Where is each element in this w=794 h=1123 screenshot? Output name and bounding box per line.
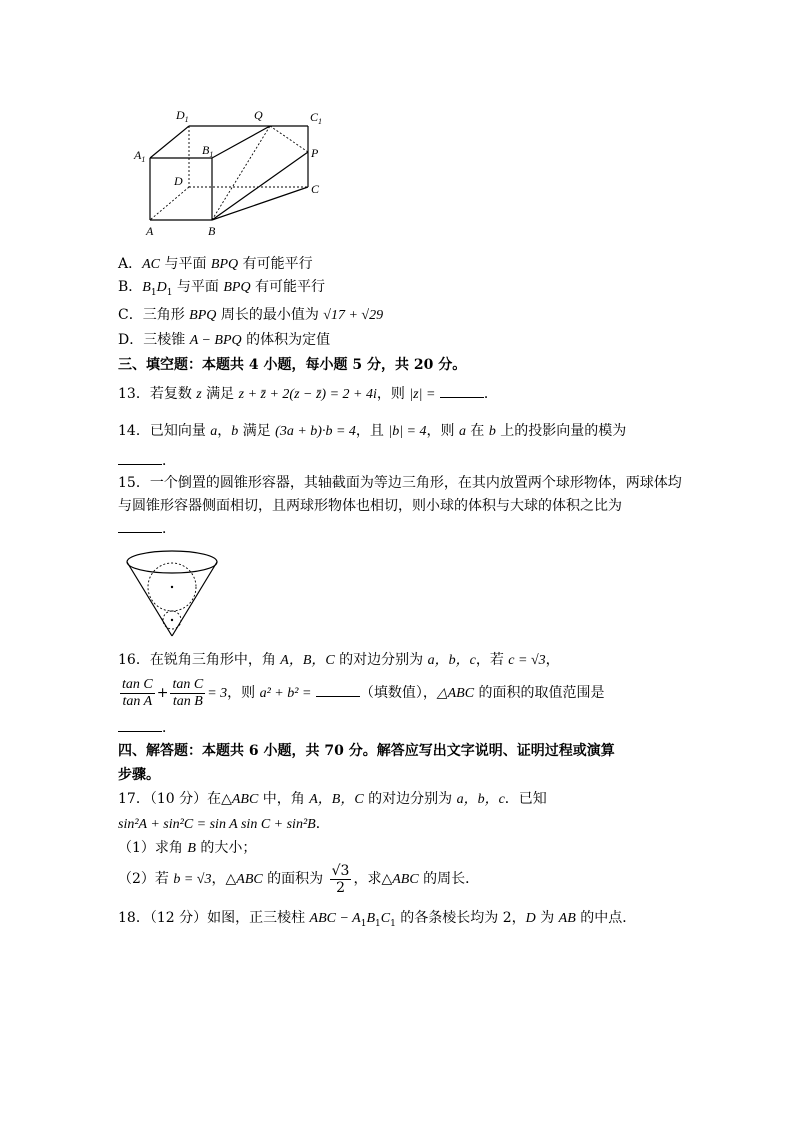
option-b: B．$B_1D_1$ 与平面 BPQ 有可能平行 xyxy=(118,279,326,298)
question-14: 14．已知向量 a，b 满足 (3a + b)·b = 4，且 |b| = 4，则 a 在 b 上的投影向量的模为 xyxy=(118,423,627,439)
label-d: D xyxy=(174,174,183,188)
question-16-blank: ． xyxy=(118,718,176,738)
label-q: Q xyxy=(254,108,263,122)
label-c: C xyxy=(311,182,320,196)
section-4-heading-cont: 步骤。 xyxy=(118,767,160,783)
label-d1: $D_1$ xyxy=(176,108,189,124)
question-16-line2: $\frac{\text{tan C}}{\text{tan A}}$ + $\frac{\text{tan C}}{\text{tan B}}$ = 3，则 a² + b² = （填数值），△ABC 的面积的取值范围是 xyxy=(122,676,605,709)
option-c: C．三角形 BPQ 周长的最小值为 √17 + √29 xyxy=(118,307,384,323)
question-17-part2: （2）若 b = √3，△ABC 的面积为 $\frac{√3}{2}$ ，求△ABC 的周长． xyxy=(118,862,480,896)
section-4-heading: 四、解答题：本题共 6 小题，共 70 分。解答应写出文字说明、证明过程或演算 xyxy=(118,743,615,759)
question-17-equation: sin²A + sin²C = sin A sin C + sin²B． xyxy=(118,816,330,832)
label-a1: $A_1$ xyxy=(134,148,146,164)
cone-figure xyxy=(124,543,224,643)
question-13: 13．若复数 z 满足 z + z̄ + 2(z − z̄) = 2 + 4i，则 |z| = ． xyxy=(118,386,498,402)
question-18: 18．（12 分）如图，正三棱柱 ABC − $A_1B_1C_1$ 的各条棱长均为 2，D 为 AB 的中点． xyxy=(118,910,637,929)
option-d: D．三棱锥 A − BPQ 的体积为定值 xyxy=(118,332,331,348)
label-b1: $B_1$ xyxy=(202,143,214,159)
section-3-heading: 三、填空题：本题共 4 小题，每小题 5 分，共 20 分。 xyxy=(118,357,467,373)
label-a: A xyxy=(146,224,154,238)
label-b: B xyxy=(208,224,216,238)
label-c1: $C_1$ xyxy=(310,110,323,126)
fraction-area: $\frac{√3}{2}$ xyxy=(331,862,350,896)
question-15-line2: 与圆锥形容器侧面相切，且两球形物体也相切，则小球的体积与大球的体积之比为 xyxy=(118,498,622,514)
question-16-line1: 16．在锐角三角形中，角 A，B，C 的对边分别为 a，b，c，若 c = √3， xyxy=(118,652,560,668)
question-17-part1: （1）求角 B 的大小； xyxy=(118,840,257,856)
answer-blank xyxy=(440,385,484,398)
question-15-blank: ． xyxy=(118,519,176,539)
fraction-2: $\frac{\text{tan C}}{\text{tan B}}$ xyxy=(172,676,204,709)
prism-figure xyxy=(130,105,340,240)
question-14-blank: ． xyxy=(118,451,176,471)
question-15-line1: 15．一个倒置的圆锥形容器，其轴截面为等边三角形，在其内放置两个球形物体，两球体均 xyxy=(118,475,682,491)
label-p: P xyxy=(311,146,319,160)
fraction-1: $\frac{\text{tan C}}{\text{tan A}}$ xyxy=(122,676,153,709)
option-a: A．AC 与平面 BPQ 有可能平行 xyxy=(118,256,313,272)
question-17-line1: 17．（10 分）在△ABC 中，角 A，B，C 的对边分别为 a，b，c．已知 xyxy=(118,791,547,807)
